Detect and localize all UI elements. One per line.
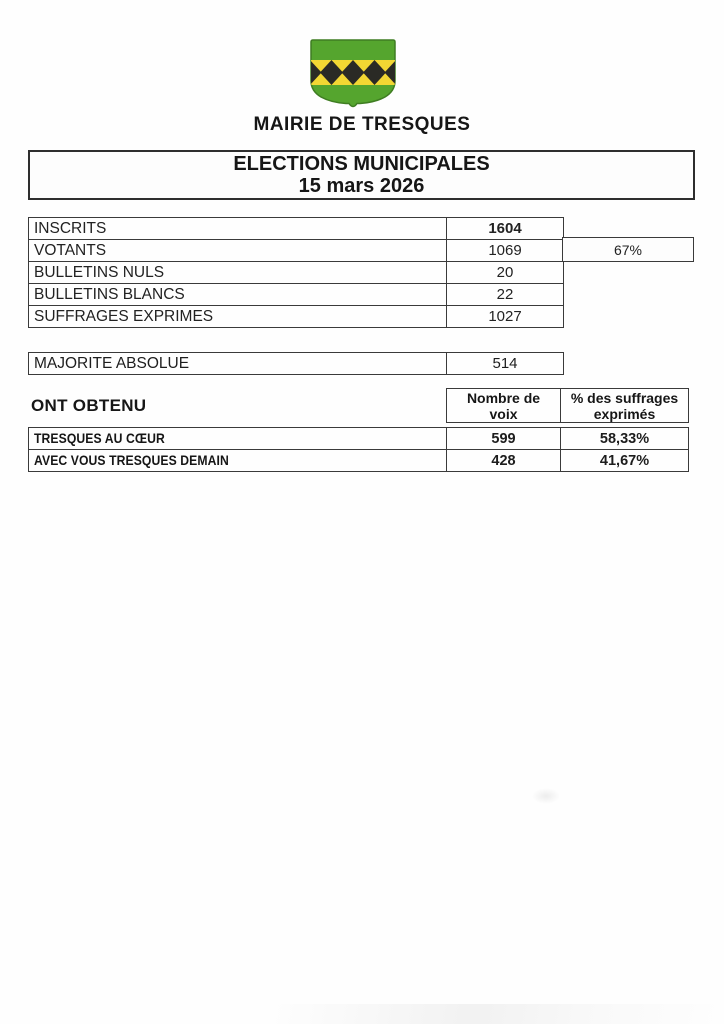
candidate-votes: 599 — [447, 428, 561, 450]
table-row — [29, 353, 564, 375]
table-row — [29, 262, 564, 284]
candidate-list-label: TRESQUES AU CŒUR — [34, 429, 165, 446]
stat-label-inscrits: INSCRITS — [29, 218, 447, 240]
results-table — [28, 427, 689, 472]
banner-line2: 15 mars 2026 — [298, 175, 425, 197]
election-banner — [28, 150, 695, 200]
page-title: MAIRIE DE TRESQUES — [253, 114, 471, 135]
stat-label-bulletins-blancs: BULLETINS BLANCS — [29, 284, 447, 306]
majority-table — [28, 352, 564, 375]
results-header-row — [446, 388, 689, 423]
stat-value-inscrits: 1604 — [447, 218, 564, 240]
section-title-ont-obtenu: ONT OBTENU — [31, 396, 147, 415]
candidate-votes: 428 — [447, 450, 561, 472]
column-header-votes: Nombre de voix — [447, 389, 561, 423]
candidate-percent: 41,67% — [561, 450, 689, 472]
stat-label-bulletins-nuls: BULLETINS NULS — [29, 262, 447, 284]
candidate-percent: 58,33% — [561, 428, 689, 450]
table-row — [29, 284, 564, 306]
stat-label-suffrages-exprimes: SUFFRAGES EXPRIMES — [29, 306, 447, 328]
stats-table — [28, 217, 564, 328]
table-row — [29, 428, 689, 450]
column-header-percent: % des suffrages exprimés — [561, 389, 689, 423]
table-row — [29, 240, 564, 262]
table-row — [29, 306, 564, 328]
majority-value: 514 — [447, 353, 564, 375]
table-row — [29, 218, 564, 240]
majority-label: MAJORITE ABSOLUE — [29, 353, 447, 375]
candidate-list-label: AVEC VOUS TRESQUES DEMAIN — [34, 451, 229, 468]
table-row — [447, 389, 689, 423]
participation-rate-box: 67% — [562, 237, 694, 262]
stat-value-bulletins-nuls: 20 — [447, 262, 564, 284]
stat-value-votants: 1069 — [447, 240, 564, 262]
stat-value-bulletins-blancs: 22 — [447, 284, 564, 306]
candidate-list-name — [29, 428, 447, 450]
tresques-coat-of-arms-icon — [310, 39, 396, 109]
banner-line1: ELECTIONS MUNICIPALES — [233, 153, 490, 175]
table-row — [29, 450, 689, 472]
stat-label-votants: VOTANTS — [29, 240, 447, 262]
scan-artifact — [532, 788, 560, 804]
stat-value-suffrages-exprimes: 1027 — [447, 306, 564, 328]
scan-artifact — [270, 1004, 724, 1024]
candidate-list-name — [29, 450, 447, 472]
